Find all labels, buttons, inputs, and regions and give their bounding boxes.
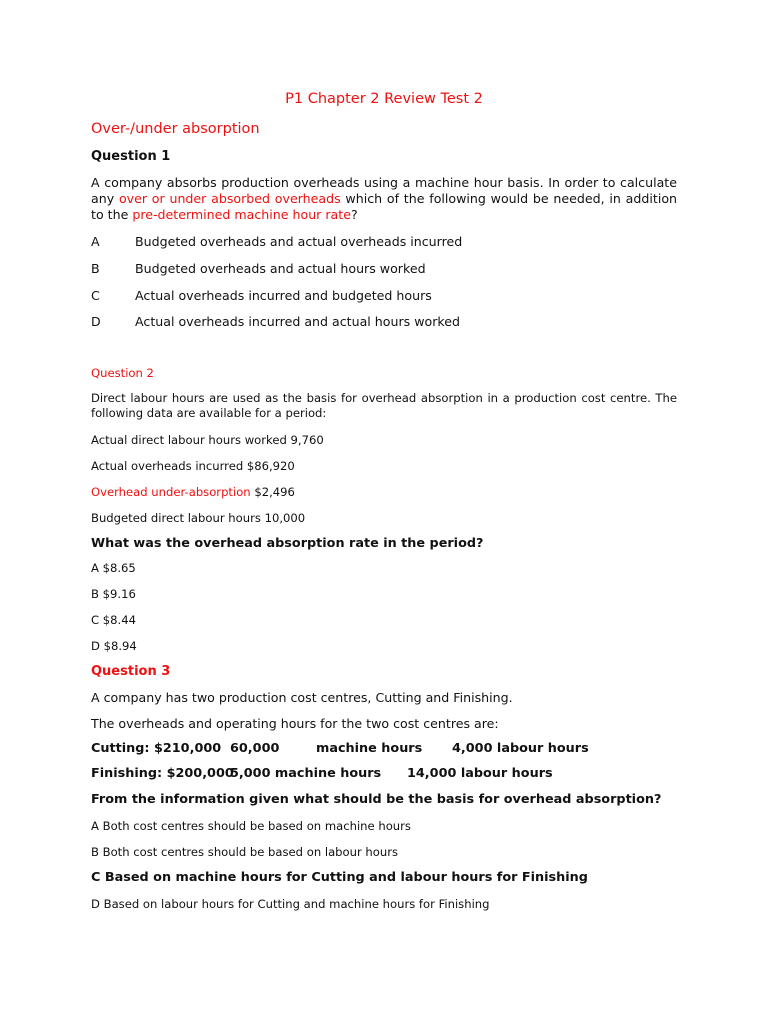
question-2-option-d: D $8.94 [91,639,137,653]
finishing-labour-hours: 14,000 labour hours [407,766,553,781]
question-3-option-c: C Based on machine hours for Cutting and labour hours for Finishing [91,870,588,885]
question-1-option-a [91,234,462,249]
option-text: Budgeted overheads and actual hours worked [135,261,426,276]
question-1-highlight-rate: pre-determined machine hour rate [132,207,351,222]
option-letter: D [91,314,101,329]
question-2-data-overheads: Actual overheads incurred $86,920 [91,459,295,473]
cutting-machine-hours: 60,000 [230,741,280,756]
question-3-option-b: B Both cost centres should be based on labour hours [91,845,399,859]
option-text: Actual overheads incurred and actual hours worked [135,314,460,329]
question-3-prompt: From the information given what should be the basis for overhead absorption? [91,792,662,807]
question-2-data-under-absorption [91,485,295,499]
cutting-labour-hours: 4,000 labour hours [452,741,589,756]
under-absorption-value: $2,496 [250,485,295,499]
question-1-text-part: which of the following would be needed, in addition to the [91,191,678,222]
question-3-line-1: A company has two production cost centres, Cutting and Finishing. [91,690,513,705]
cutting-machine-hours-label: machine hours [316,741,423,756]
question-1-highlight-over-under: over or under absorbed overheads [118,191,341,206]
question-1-option-b [91,261,426,276]
question-3-option-a: A Both cost centres should be based on machine hours [91,819,411,833]
page-title: P1 Chapter 2 Review Test 2 [285,91,483,107]
question-3-line-2: The overheads and operating hours for the two cost centres are: [91,716,499,731]
option-text: Actual overheads incurred and budgeted hours [135,288,432,303]
question-1-text [91,175,677,223]
under-absorption-label: Overhead under-absorption [91,485,251,499]
section-heading: Over-/under absorption [91,121,260,137]
question-3-option-d: D Based on labour hours for Cutting and machine hours for Finishing [91,897,490,911]
question-2-prompt: What was the overhead absorption rate in the period? [91,536,484,551]
option-text: Budgeted overheads and actual overheads incurred [135,234,463,249]
question-1-heading: Question 1 [91,149,171,164]
option-letter: A [91,234,100,249]
question-2-option-c: C $8.44 [91,613,136,627]
question-1-option-d [91,314,460,329]
cutting-row [0,741,768,759]
option-letter: B [91,261,100,276]
finishing-label: Finishing: $200,000 [91,766,234,781]
option-letter: C [91,288,100,303]
question-2-option-b: B $9.16 [91,587,136,601]
question-1-text-part: A company absorbs production overheads using a machine hour basis. In order to calculate any [91,175,677,206]
cutting-label: Cutting: $210,000 [91,741,222,756]
question-1-option-c [91,288,432,303]
question-2-data-budgeted-hours: Budgeted direct labour hours 10,000 [91,511,306,525]
finishing-row [0,766,768,784]
question-2-intro: Direct labour hours are used as the basis for overhead absorption in a production cost centre. The following data are available for a period: [91,391,677,420]
question-1-text-part: ? [350,207,358,222]
question-2-data-labour-hours: Actual direct labour hours worked 9,760 [91,433,324,447]
question-2-heading: Question 2 [91,366,154,380]
question-2-option-a: A $8.65 [91,561,136,575]
finishing-machine-hours: 5,000 machine hours [230,766,382,781]
question-3-heading: Question 3 [91,664,171,679]
